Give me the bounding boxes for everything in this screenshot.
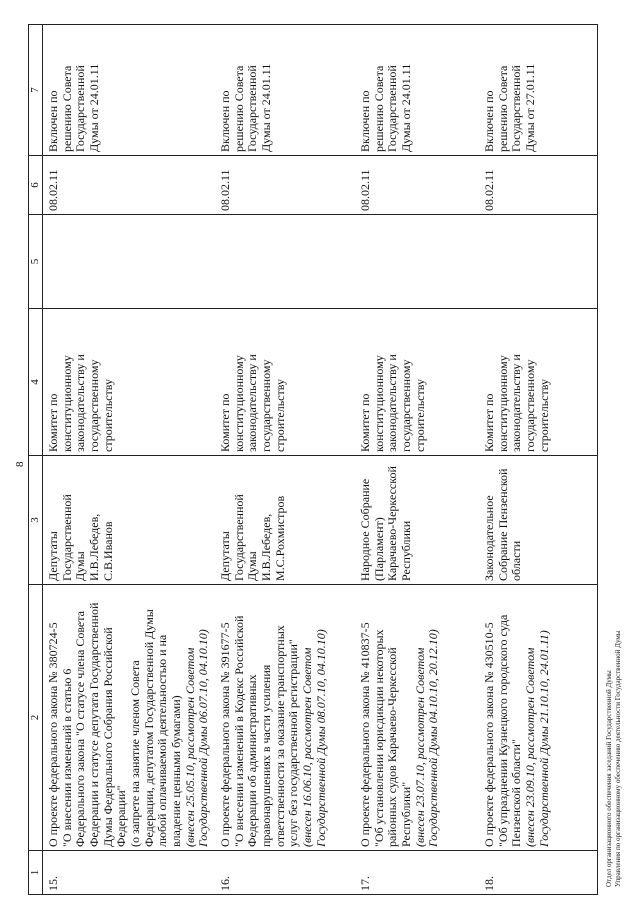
text-line: Федерации и статусе депутата Государственной <box>87 602 102 847</box>
text-line: Государственной <box>245 65 260 152</box>
date-cell: 08.02.11 <box>215 156 355 215</box>
date-cell: 08.02.11 <box>43 156 216 215</box>
text-line: Федерации, депутатом Государственной Думы <box>141 609 156 847</box>
table-row <box>479 25 597 895</box>
text-line: Пензенской области" <box>509 739 524 847</box>
page-number: 8 <box>14 461 26 467</box>
row-number-cell: 15. <box>43 851 216 895</box>
text-line: строительству <box>100 379 115 452</box>
text-line: Думы Федерального Собрания Российской <box>100 627 115 847</box>
text-line: Депутаты <box>218 531 233 581</box>
text-line: владение ценными бумагами) <box>169 695 184 847</box>
text-line: Включен по <box>482 90 497 152</box>
text-line: Комитет по <box>482 393 497 452</box>
bill-note-line: (внесен 23.09.10, рассмотрен Советом <box>523 647 538 847</box>
column-header: 7 <box>29 25 43 156</box>
decision-cell <box>479 25 597 156</box>
text-line: Думы от 27.01.11 <box>523 63 538 152</box>
text-line: решению Совета <box>59 65 74 152</box>
text-line: государственному <box>399 359 414 452</box>
footer-line: Отдел организационного обеспечения заседаний Государственной Думы <box>605 670 613 887</box>
author-cell <box>215 456 355 585</box>
text-line: Народное Собрание <box>358 478 373 581</box>
column-header: 5 <box>29 215 43 309</box>
text-line: О проекте федерального закона № 430510-5 <box>482 622 497 847</box>
committee-cell <box>215 309 355 456</box>
text-line: решению Совета <box>231 65 246 152</box>
text-line: "О внесении изменений в Кодекс Российской <box>231 615 246 847</box>
text-line: решению Совета <box>495 65 510 152</box>
bill-title-cell <box>479 585 597 851</box>
date-cell: 08.02.11 <box>479 156 597 215</box>
column-header: 4 <box>29 309 43 456</box>
table-row <box>355 25 479 895</box>
text-line: "О внесении изменений в статью 6 <box>59 668 74 847</box>
footer-line: Управления по организационному обеспечению деятельности Государственной Думы <box>613 630 622 887</box>
author-cell <box>43 456 216 585</box>
text-line: (о запрете на занятие членом Совета <box>128 660 143 847</box>
author-cell <box>479 456 597 585</box>
row-number-cell: 17. <box>355 851 479 895</box>
text-line: строительству <box>412 379 427 452</box>
bill-title-cell <box>355 585 479 851</box>
text-line: Государственной <box>231 494 246 581</box>
text-line: Включен по <box>358 90 373 152</box>
text-line: Республики <box>399 520 414 581</box>
committee-cell <box>43 309 216 456</box>
text-line: государственному <box>259 359 274 452</box>
text-line: Комитет по <box>218 393 233 452</box>
text-line: Федерации" <box>114 785 129 847</box>
text-line: Государственной <box>59 494 74 581</box>
text-line: любой оплачиваемой деятельностью и на <box>155 634 170 847</box>
text-line: области <box>509 540 524 581</box>
text-line: Республики" <box>399 781 414 847</box>
bill-note-line: Государственной Думы 08.07.10, 04.10.10) <box>313 629 328 847</box>
text-line: конституционному <box>495 355 510 452</box>
text-line: Комитет по <box>358 393 373 452</box>
bill-note-line: (внесен 16.06.10, рассмотрен Советом <box>300 647 315 847</box>
bill-note-line: (внесен 25.05.10, рассмотрен Советом <box>182 647 197 847</box>
text-line: О проекте федерального закона № 410837-5 <box>358 622 373 847</box>
date-cell: 08.02.11 <box>355 156 479 215</box>
text-line: строительству <box>536 379 551 452</box>
footer <box>605 631 623 887</box>
text-line: конституционному <box>371 355 386 452</box>
column-number-row <box>29 25 43 895</box>
text-line: законодательству и <box>73 354 88 452</box>
text-line: Собрание Пензенской <box>495 468 510 581</box>
column-header: 2 <box>29 585 43 851</box>
empty-cell <box>215 215 355 309</box>
column-header: 3 <box>29 456 43 585</box>
text-line: Государственной <box>73 65 88 152</box>
text-line: Комитет по <box>46 393 60 452</box>
text-line: "Об упразднении Кузнецкого городского суда <box>495 614 510 847</box>
text-line: Федерации об административных <box>245 674 260 847</box>
decision-cell <box>215 25 355 156</box>
text-line: государственному <box>87 359 102 452</box>
author-cell <box>355 456 479 585</box>
text-line: И.В.Лебедев, <box>87 513 102 581</box>
bills-table <box>28 24 598 895</box>
text-line: Законодательное <box>482 495 497 581</box>
text-line: услуг без государственной регистрации" <box>286 639 301 847</box>
bill-note-line: Государственной Думы 04.10.10, 20.12.10) <box>426 629 441 847</box>
bill-note-line: Государственной Думы 06.07.10, 04.10.10) <box>196 629 211 847</box>
committee-cell <box>355 309 479 456</box>
text-line: И.В.Лебедев, <box>259 513 274 581</box>
bill-title-cell <box>43 585 216 851</box>
row-number-cell: 16. <box>215 851 355 895</box>
text-line: решению Совета <box>371 65 386 152</box>
row-number-cell: 18. <box>479 851 597 895</box>
text-line: Думы <box>245 551 260 581</box>
text-line: М.С.Рохмистров <box>272 495 287 581</box>
empty-cell <box>479 215 597 309</box>
empty-cell <box>43 215 216 309</box>
table-row <box>215 25 355 895</box>
bill-title-cell <box>215 585 355 851</box>
text-line: законодательству и <box>509 354 524 452</box>
text-line: Думы <box>73 551 88 581</box>
text-line: Карачаево-Черкесской <box>385 466 400 581</box>
text-line: конституционному <box>231 355 246 452</box>
text-line: Государственной <box>509 65 524 152</box>
text-line: законодательству и <box>385 354 400 452</box>
decision-cell <box>355 25 479 156</box>
text-line: Думы от 24.01.11 <box>399 63 414 152</box>
text-line: Думы от 24.01.11 <box>87 63 102 152</box>
text-line: ответственности за оказание транспортных <box>272 625 287 847</box>
text-line: законодательству и <box>245 354 260 452</box>
committee-cell <box>479 309 597 456</box>
text-line: Депутаты <box>46 531 60 581</box>
column-header: 1 <box>29 851 43 895</box>
decision-cell <box>43 25 216 156</box>
text-line: конституционному <box>59 355 74 452</box>
table-row <box>43 25 216 895</box>
text-line: государственному <box>523 359 538 452</box>
text-line: правонарушениях в части усиления <box>259 664 274 847</box>
text-line: строительству <box>272 379 287 452</box>
text-line: районных судов Карачаево-Черкесской <box>385 647 400 847</box>
text-line: С.В.Иванов <box>100 521 115 581</box>
text-line: Государственной <box>385 65 400 152</box>
text-line: (Парламент) <box>371 517 386 581</box>
bill-note-line: Государственной Думы 21.10.10, 24.01.11) <box>536 630 551 847</box>
text-line: "Об установлении юрисдикции некоторых <box>371 629 386 847</box>
text-line: О проекте федерального закона № 391677-5 <box>218 622 233 847</box>
text-line: О проекте федерального закона № 380724-5 <box>46 622 60 847</box>
text-line: Включен по <box>46 90 60 152</box>
bill-note-line: (внесен 23.07.10, рассмотрен Советом <box>412 647 427 847</box>
text-line: Думы от 24.01.11 <box>259 63 274 152</box>
empty-cell <box>355 215 479 309</box>
column-header: 6 <box>29 156 43 215</box>
text-line: Федерального закона "О статусе члена Совета <box>73 611 88 847</box>
text-line: Включен по <box>218 90 233 152</box>
